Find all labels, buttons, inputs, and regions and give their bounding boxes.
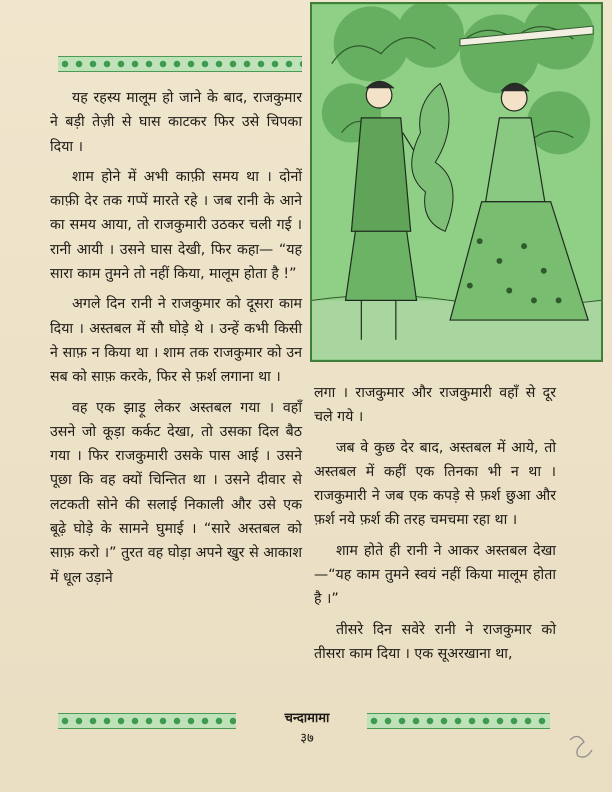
paragraph: लगा । राजकुमार और राजकुमारी वहाँ से दूर चले गये ।	[314, 385, 556, 426]
decorative-border-bottom-right	[367, 713, 550, 729]
paragraph: अगले दिन रानी ने राजकुमार को दूसरा काम दिया । अस्तबल में सौ घोड़े थे । उन्हें कभी किसी ने साफ़ न किया था । शाम तक राजकुमार को उन सब को साफ़ करके, फिर से फ़र्श लगाना था ।	[50, 296, 302, 386]
magazine-name: चन्दामामा	[284, 711, 330, 726]
decorative-border-bottom-left	[58, 713, 236, 729]
pen-doodle-icon	[566, 730, 600, 764]
paragraph: वह एक झाड़ू लेकर अस्तबल गया । वहाँ उसने जो कूड़ा कर्कट देखा, तो उसका दिल बैठ गया । फिर राजकुमारी उसके पास आई । उसने पूछा कि वह क्यों चिन्तित था । उसने दीवार से लटकती सोने की सलाई निकाली और उसे एक बूढ़े घोड़े के सामने घुमाई । “सारे अस्तबल को साफ़ करो ।” तुरत वह घोड़ा अपने खुर से आकाश में धूल उड़ाने	[50, 399, 302, 586]
left-text-column	[50, 86, 302, 596]
paragraph: जब वे कुछ देर बाद, अस्तबल में आये, तो अस्तबल में कहीं एक तिनका भी न था । राजकुमारी ने जब एक कपड़े से फ़र्श छुआ और फ़र्श नये फ़र्श की तरह चमचमा रहा था ।	[314, 439, 556, 529]
paragraph: शाम होने में अभी काफ़ी समय था । दोनों काफ़ी देर तक गप्पें मारते रहे । जब रानी के आने का समय आया, तो राजकुमारी उठकर चली गई । रानी आयी । उसने घास देखी, फिर कहा— “यह सारा काम तुमने तो नहीं किया, मालूम होता है !”	[50, 168, 302, 283]
paragraph: यह रहस्य मालूम हो जाने के बाद, राजकुमार ने बड़ी तेज़ी से घास काटकर फिर उसे चिपका दिया ।	[50, 90, 302, 155]
right-text-column	[314, 381, 556, 672]
story-illustration	[310, 2, 603, 362]
prince-princess-illustration	[312, 4, 601, 360]
decorative-border-top	[58, 56, 302, 72]
page-number: ३७	[300, 731, 314, 746]
paragraph: तीसरे दिन सवेरे रानी ने राजकुमार को तीसरा काम दिया । एक सूअरखाना था,	[314, 621, 556, 662]
paragraph: शाम होते ही रानी ने आकर अस्तबल देखा—“यह काम तुमने स्वयं नहीं किया मालूम होता है ।”	[314, 542, 556, 608]
